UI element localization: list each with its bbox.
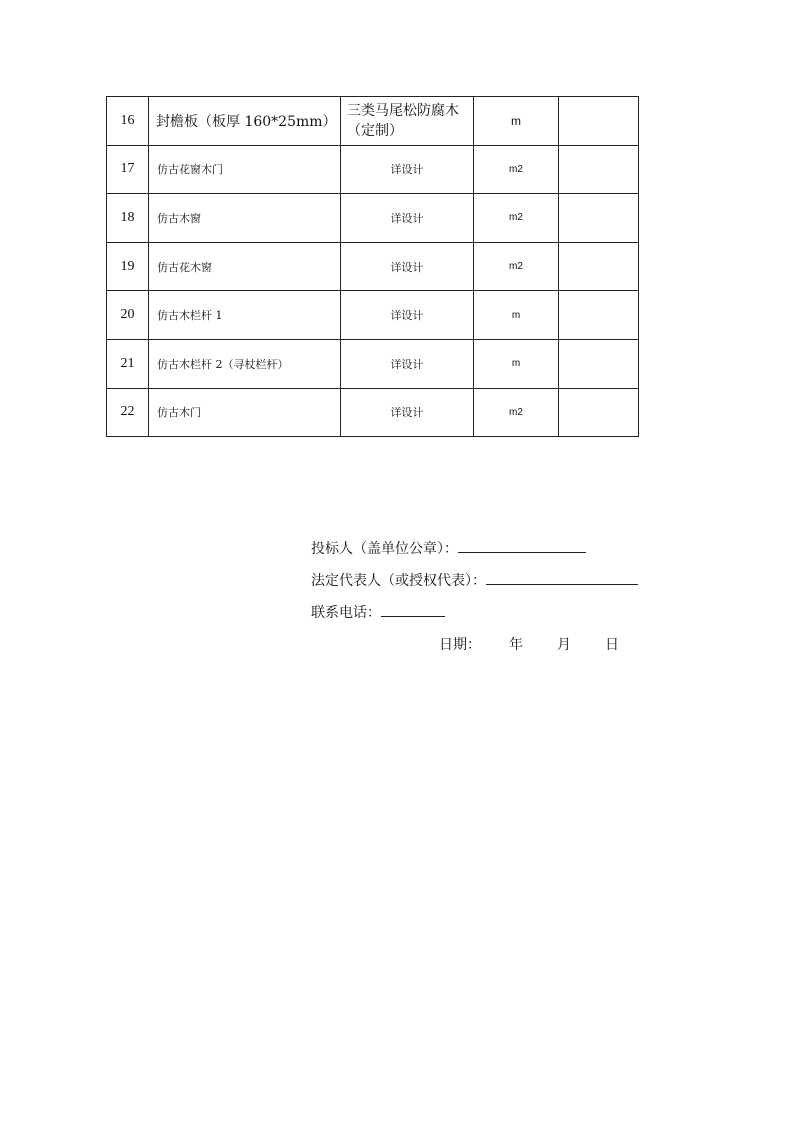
item-unit: m2 bbox=[474, 388, 559, 437]
row-number: 17 bbox=[107, 145, 149, 194]
item-remark bbox=[559, 339, 639, 388]
table-row bbox=[107, 194, 639, 243]
legal-rep-line bbox=[311, 570, 638, 590]
phone-blank bbox=[381, 604, 445, 617]
table-row bbox=[107, 339, 639, 388]
item-unit: m2 bbox=[474, 194, 559, 243]
row-number: 22 bbox=[107, 388, 149, 437]
item-material: 详设计 bbox=[341, 242, 474, 291]
item-remark bbox=[559, 242, 639, 291]
bidder-line bbox=[311, 538, 586, 558]
day-label: 日 bbox=[605, 637, 619, 653]
item-material: 详设计 bbox=[341, 388, 474, 437]
bidder-blank bbox=[458, 540, 586, 553]
row-number: 20 bbox=[107, 291, 149, 340]
row-number: 18 bbox=[107, 194, 149, 243]
row-number: 19 bbox=[107, 242, 149, 291]
legal-rep-label: 法定代表人（或授权代表）： bbox=[311, 573, 486, 589]
item-remark bbox=[559, 291, 639, 340]
item-remark bbox=[559, 194, 639, 243]
month-label: 月 bbox=[557, 637, 571, 653]
row-number: 21 bbox=[107, 339, 149, 388]
table-row bbox=[107, 145, 639, 194]
table-row bbox=[107, 291, 639, 340]
items-table bbox=[106, 96, 639, 437]
item-name: 仿古木窗 bbox=[149, 194, 341, 243]
table-row bbox=[107, 388, 639, 437]
item-material: 详设计 bbox=[341, 145, 474, 194]
item-name: 仿古木栏杆 2（寻杖栏杆） bbox=[149, 339, 341, 388]
phone-label: 联系电话： bbox=[311, 605, 381, 621]
item-name: 封檐板（板厚 160*25mm） bbox=[149, 97, 341, 146]
item-unit: m bbox=[474, 97, 559, 146]
year-label: 年 bbox=[509, 637, 523, 653]
date-line bbox=[439, 634, 619, 654]
table-row bbox=[107, 242, 639, 291]
legal-rep-blank bbox=[486, 572, 638, 585]
bidder-label: 投标人（盖单位公章）： bbox=[311, 541, 458, 557]
item-material: 详设计 bbox=[341, 194, 474, 243]
item-unit: m2 bbox=[474, 242, 559, 291]
table-row bbox=[107, 97, 639, 146]
item-unit: m bbox=[474, 291, 559, 340]
item-name: 仿古花木窗 bbox=[149, 242, 341, 291]
row-number: 16 bbox=[107, 97, 149, 146]
phone-line bbox=[311, 602, 445, 622]
item-name: 仿古木门 bbox=[149, 388, 341, 437]
item-name: 仿古木栏杆 1 bbox=[149, 291, 341, 340]
item-remark bbox=[559, 97, 639, 146]
item-unit: m2 bbox=[474, 145, 559, 194]
item-material: 详设计 bbox=[341, 339, 474, 388]
item-name: 仿古花窗木门 bbox=[149, 145, 341, 194]
item-unit: m bbox=[474, 339, 559, 388]
item-material: 详设计 bbox=[341, 291, 474, 340]
item-material: 三类马尾松防腐木（定制） bbox=[341, 97, 474, 146]
item-remark bbox=[559, 388, 639, 437]
date-label: 日期： bbox=[439, 637, 481, 653]
item-remark bbox=[559, 145, 639, 194]
